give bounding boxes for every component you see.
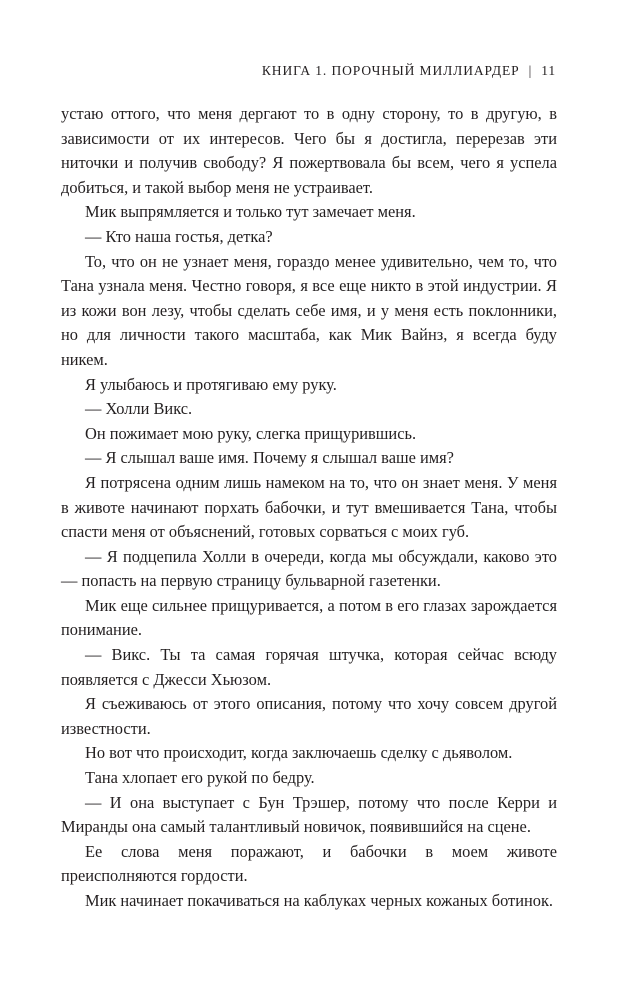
dialogue-line: — Я подцепила Холли в очереди, когда мы обсуждали, каково это — попасть на первую страницу бульварной газетенки.: [61, 546, 557, 591]
dialogue-line: — Холли Викс.: [85, 399, 193, 419]
paragraph: Ее слова меня поражают, и бабочки в моем животе преисполняются гордости.: [61, 841, 557, 886]
paragraph: Но вот что происходит, когда заключаешь сделку с дьяволом.: [85, 743, 513, 763]
dialogue-line: — Викс. Ты та самая горячая штучка, которая сейчас всюду появляется с Джесси Хьюзом.: [61, 645, 557, 689]
dialogue-line: — Кто наша гостья, детка?: [85, 226, 273, 246]
paragraph: Я улыбаюсь и протягиваю ему руку.: [85, 374, 337, 394]
paragraph: Тана хлопает его рукой по бедру.: [85, 768, 315, 788]
paragraph: Я потрясена одним лишь намеком на то, что он знает меня. У меня в животе начинают порхать бабочки, и тут вмешивается Тана, чтобы спасти меня от объяснений, готовых сорваться с моих губ.: [61, 472, 557, 542]
dialogue-line: — И она выступает с Бун Трэшер, потому что после Керри и Миранды она самый талантливый новичок, появившийся на сцене.: [61, 792, 557, 837]
paragraph: устаю оттого, что меня дергают то в одну сторону, то в другую, в зависимости от их интересов. Чего бы я достигла, перерезав эти ниточки и получив свободу? Я пожертвовала бы всем, чего я успела добиться, и такой выбор меня не устраивает.: [61, 104, 557, 197]
page-number: 11: [541, 63, 556, 78]
paragraph: Мик еще сильнее прищуривается, а потом в его глазах зарождается понимание.: [61, 595, 557, 640]
header-separator: |: [528, 63, 533, 78]
paragraph: Он пожимает мою руку, слегка прищурившись.: [85, 423, 417, 443]
paragraph: Я съеживаюсь от этого описания, потому что хочу совсем другой известности.: [61, 694, 557, 738]
dialogue-line: — Я слышал ваше имя. Почему я слышал ваше имя?: [85, 448, 454, 468]
body-text: [61, 102, 557, 914]
running-header: [262, 63, 556, 79]
book-title: КНИГА 1. ПОРОЧНЫЙ МИЛЛИАРДЕР: [261, 63, 520, 78]
paragraph: То, что он не узнает меня, гораздо менее удивительно, чем то, что Тана узнала меня. Честно говоря, я все еще никто в этой индустрии. Я из кожи вон лезу, чтобы сделать себе имя, и у меня есть поклонники, но для личности такого масштаба, как Мик Вайнз, я всегда буду никем.: [61, 251, 557, 369]
paragraph: Мик начинает покачиваться на каблуках черных кожаных ботинок.: [85, 891, 554, 910]
paragraph: Мик выпрямляется и только тут замечает меня.: [85, 202, 416, 222]
